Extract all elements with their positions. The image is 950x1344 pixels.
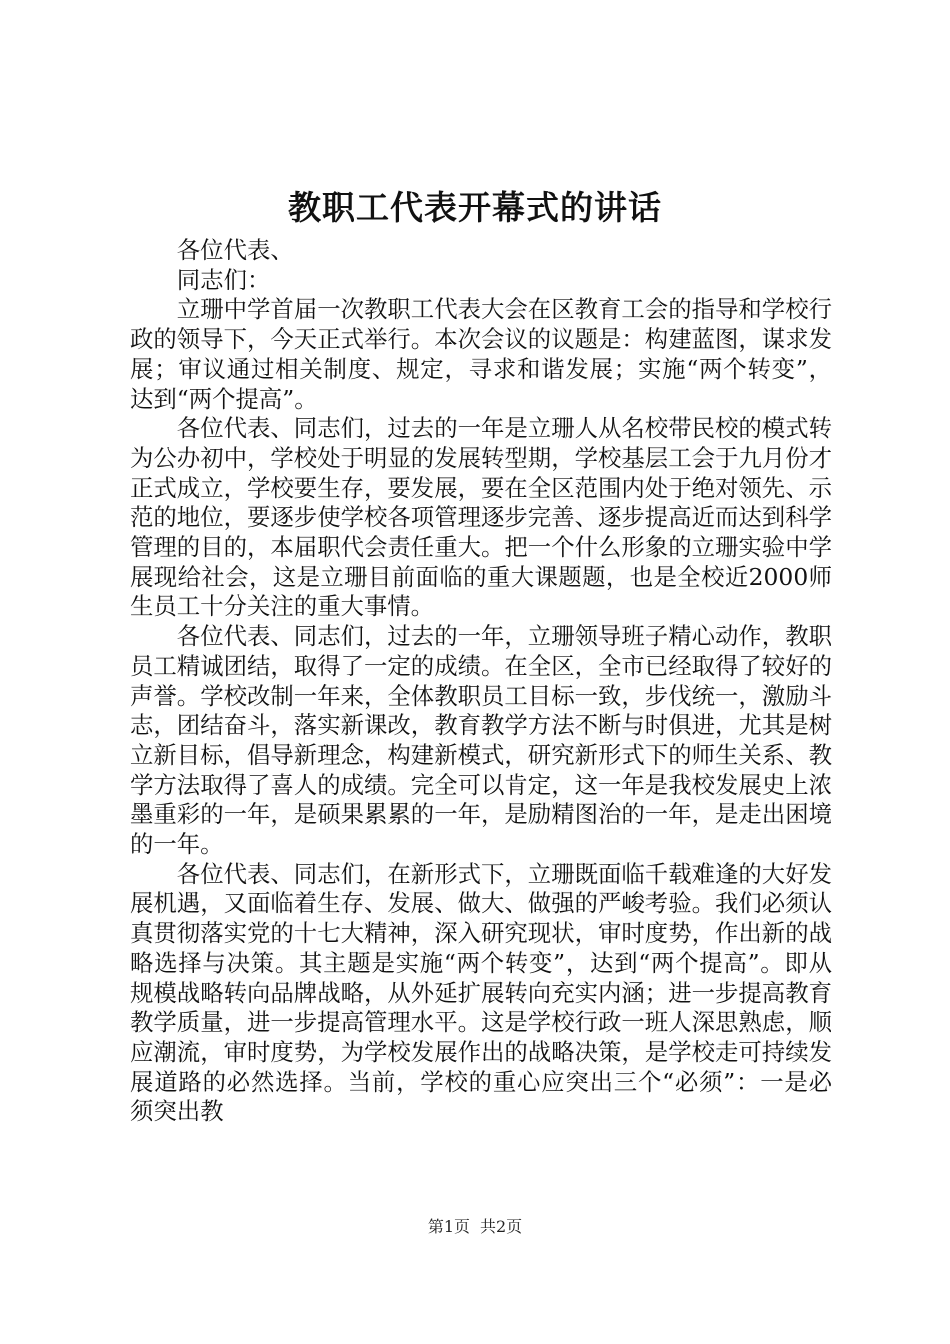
body-paragraph: 各位代表、同志们，过去的一年，立珊领导班子精心动作，教职员工精诚团结，取得了一定的成绩。在全区，全市已经取得了较好的声誉。学校改制一年来，全体教职员工目标一致，步伐统一，激励斗志，团结奋斗，落实新课改，教育教学方法不断与时俱进，尤其是树立新目标，倡导新理念，构建新模式，研究新形式下的师生关系、教学方法取得了喜人的成绩。完全可以肯定，这一年是我校发展史上浓墨重彩的一年，是硕果累累的一年，是励精图治的一年，是走出困境的一年。 [130, 622, 832, 859]
document-body [130, 236, 832, 1127]
page-number: 第1页 [427, 1217, 470, 1236]
page-total: 共2页 [480, 1217, 523, 1236]
document-title: 教职工代表开幕式的讲话 [288, 188, 662, 227]
body-paragraph: 各位代表、同志们，在新形式下，立珊既面临千载难逢的大好发展机遇，又面临着生存、发展、做大、做强的严峻考验。我们必须认真贯彻落实党的十七大精神，深入研究现状，审时度势，作出新的战略选择与决策。其主题是实施“两个转变”，达到“两个提高”。即从规模战略转向品牌战略，从外延扩展转向充实内涵；进一步提高教育教学质量，进一步提高管理水平。这是学校行政一班人深思熟虑，顺应潮流，审时度势，为学校发展作出的战略决策，是学校走可持续发展道路的必然选择。当前，学校的重心应突出三个“必须”：一是必须突出教 [130, 859, 832, 1126]
body-paragraph: 各位代表、同志们，过去的一年是立珊人从名校带民校的模式转为公办初中，学校处于明显的发展转型期，学校基层工会于九月份才正式成立，学校要生存，要发展，要在全区范围内处于绝对领先、示范的地位，要逐步使学校各项管理逐步完善、逐步提高近而达到科学管理的目的，本届职代会责任重大。把一个什么形象的立珊实验中学展现给社会，这是立珊目前面临的重大课题题，也是全校近2000师生员工十分关注的重大事情。 [130, 414, 832, 621]
salutation-line: 各位代表、 [176, 236, 294, 264]
page-footer [0, 1216, 950, 1238]
body-paragraph: 立珊中学首届一次教职工代表大会在区教育工会的指导和学校行政的领导下，今天正式举行。本次会议的议题是：构建蓝图，谋求发展；审议通过相关制度、规定，寻求和谐发展；实施“两个转变”，达到“两个提高”。 [130, 295, 832, 413]
salutation-line: 同志们： [176, 265, 271, 294]
